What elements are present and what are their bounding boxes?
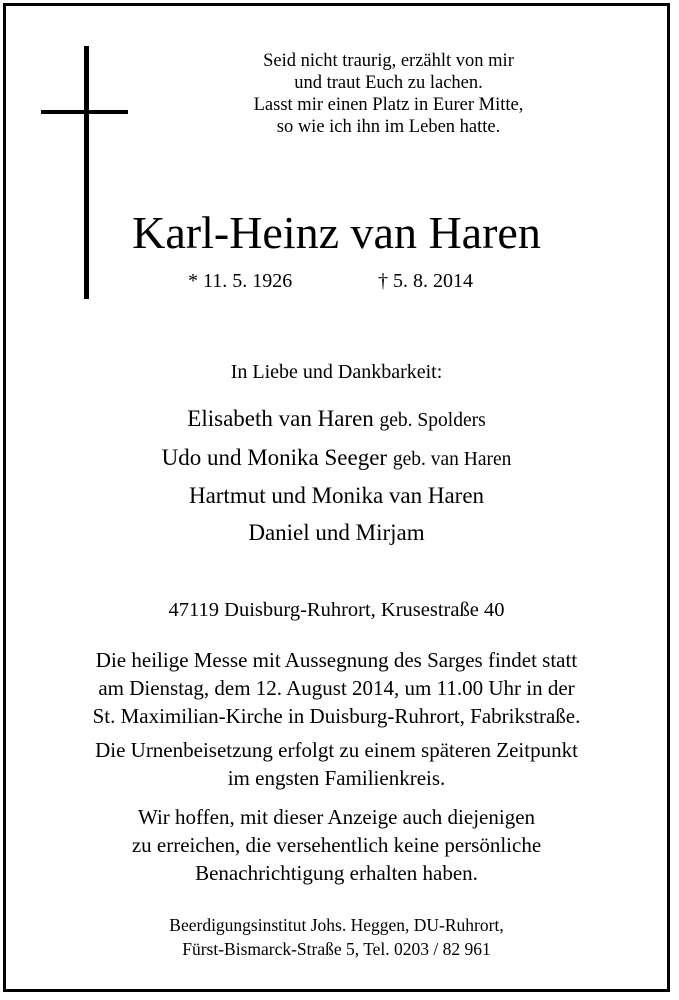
- poem-line: Lasst mir einen Platz in Eurer Mitte,: [253, 95, 524, 115]
- mourner-name: Udo und Monika Seeger: [161, 444, 388, 470]
- death-date: † 5. 8. 2014: [378, 270, 473, 292]
- mourners-list: [6, 401, 667, 551]
- note-line: zu erreichen, die versehentlich keine persönliche: [131, 833, 542, 857]
- urn-line: Die Urnenbeisetzung erfolgt zu einem späteren Zeitpunkt: [95, 738, 578, 762]
- birth-date: * 11. 5. 1926: [188, 270, 293, 292]
- mourner-line: [6, 515, 667, 552]
- mass-line: St. Maximilian-Kirche in Duisburg-Ruhrort, Fabrikstraße.: [92, 704, 581, 728]
- undertaker-line: Beerdigungsinstitut Johs. Heggen, DU-Ruhrort,: [169, 915, 504, 935]
- mourner-name: Daniel und Mirjam: [248, 519, 425, 545]
- poem-line: und traut Euch zu lachen.: [294, 73, 483, 93]
- note-line: Wir hoffen, mit dieser Anzeige auch diejenigen: [137, 805, 536, 829]
- mourner-note: geb. van Haren: [392, 448, 512, 470]
- mourners-intro: In Liebe und Dankbarkeit:: [230, 361, 443, 383]
- notification-note: [6, 803, 667, 887]
- urn-line: im engsten Familienkreis.: [227, 766, 446, 790]
- mourner-note: geb. Spolders: [379, 410, 486, 431]
- undertaker-line: Fürst-Bismarck-Straße 5, Tel. 0203 / 82 961: [182, 939, 491, 959]
- mourner-line: [6, 440, 667, 479]
- obituary-notice: [3, 3, 670, 992]
- mourner-line: [6, 478, 667, 515]
- mass-line: am Dienstag, dem 12. August 2014, um 11.00 Uhr in der: [98, 676, 575, 700]
- poem-line: so wie ich ihn im Leben hatte.: [276, 117, 501, 137]
- mass-line: Die heilige Messe mit Aussegnung des Sarges findet statt: [95, 648, 578, 672]
- note-line: Benachrichtigung erhalten haben.: [195, 861, 478, 885]
- mourner-name: Elisabeth van Haren: [187, 406, 374, 431]
- mourner-name: Hartmut und Monika van Haren: [188, 483, 485, 508]
- mourner-line: [6, 401, 667, 440]
- deceased-name: Karl-Heinz van Haren: [132, 207, 541, 258]
- undertaker-info: [6, 913, 667, 961]
- urn-burial-info: [6, 736, 667, 792]
- poem: [58, 50, 679, 138]
- family-address: 47119 Duisburg-Ruhrort, Krusestraße 40: [168, 599, 505, 621]
- poem-line: Seid nicht traurig, erzählt von mir: [263, 51, 514, 71]
- mass-info: [6, 646, 667, 730]
